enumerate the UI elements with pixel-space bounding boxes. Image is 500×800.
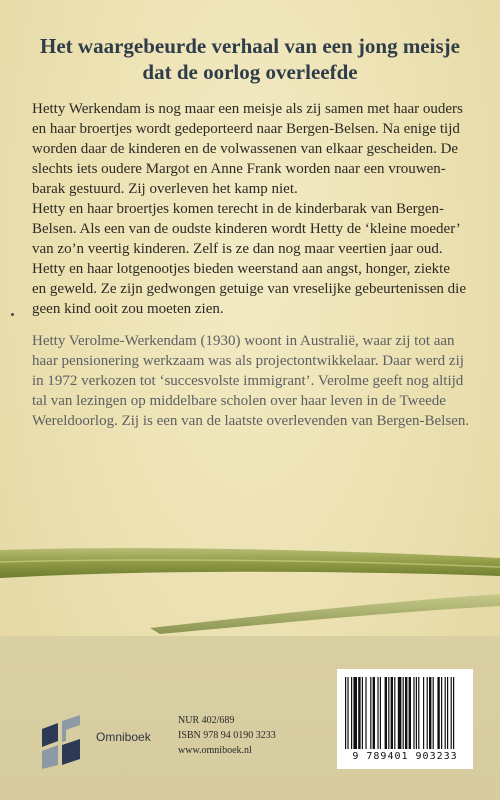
blurb-line: slechts iets oudere Margot en Anne Frank worden naar een vrouwen- xyxy=(32,161,446,177)
barcode-bar xyxy=(380,677,381,749)
barcode-bar xyxy=(358,677,360,749)
barcode-bars xyxy=(343,677,467,749)
blurb-line: worden daar de kinderen en de volwassenen van elkaar gescheiden. De xyxy=(32,141,459,157)
barcode-bar xyxy=(347,677,348,749)
bio-line: haar pensionering werkzaam was als projectontwikkelaar. Daar werd zij xyxy=(32,353,464,369)
barcode-bar xyxy=(351,677,352,749)
barcode-bar xyxy=(427,677,428,749)
blurb-line: Hetty Werkendam is nog maar een meisje als zij samen met haar ouders xyxy=(32,101,463,117)
barcode-bar xyxy=(362,677,363,749)
blurb-line: Hetty en haar lotgenootjes bieden weerstand aan angst, honger, ziekte xyxy=(32,261,450,277)
barcode-bar xyxy=(398,677,402,749)
barcode-bar xyxy=(373,677,375,749)
blurb-line: en geweld. Ze zijn gedwongen getuige van vreselijke gebeurtenissen die xyxy=(32,281,467,297)
barcode-bar xyxy=(437,677,439,749)
cover-tagline xyxy=(20,33,480,85)
barcode-bar xyxy=(413,677,414,749)
bio-line: Wereldoorlog. Zij is een van de laatste overlevenden van Bergen-Belsen. xyxy=(32,413,470,429)
print-speck xyxy=(11,313,14,316)
barcode-bar xyxy=(385,677,387,749)
bio-line: Hetty Verolme-Werkendam (1930) woont in Australië, waar zij tot aan xyxy=(32,333,455,349)
blurb-line: Belsen. Als een van de oudste kinderen wordt Hetty de ‘kleine moeder’ xyxy=(32,221,461,237)
bio-line: tal van lezingen op middelbare scholen over haar leven in de Tweede xyxy=(32,393,446,409)
barcode-bar xyxy=(409,677,411,749)
barcode-bar xyxy=(345,677,346,749)
barcode-bar xyxy=(405,677,407,749)
barcode-bar xyxy=(394,677,395,749)
blurb-line: Hetty en haar broertjes komen terecht in de kinderbarak van Bergen- xyxy=(32,201,445,217)
blurb-text xyxy=(32,99,484,319)
grass-blade-illustration xyxy=(0,520,500,640)
barcode-bar xyxy=(388,677,389,749)
tagline-line: Het waargebeurde verhaal van een jong meisje xyxy=(40,34,460,58)
barcode-bar xyxy=(429,677,431,749)
barcode-number: 9 789401 903233 xyxy=(352,751,458,762)
barcode-bar xyxy=(377,677,378,749)
blurb-line: van zo’n veertig kinderen. Zelf is ze dan nog maar veertien jaar oud. xyxy=(32,241,443,257)
barcode-bar xyxy=(370,677,371,749)
isbn: ISBN 978 94 0190 3233 xyxy=(178,730,276,741)
publisher-website[interactable]: www.omniboek.nl xyxy=(178,745,252,756)
barcode-bar xyxy=(447,677,448,749)
barcode-bar xyxy=(433,677,434,749)
grass-blade-lower xyxy=(150,594,500,634)
barcode-bar xyxy=(453,677,454,749)
blurb-line: en haar broertjes wordt gedeporteerd naar Bergen-Belsen. Na enige tijd xyxy=(32,121,460,137)
barcode-bar xyxy=(416,677,417,749)
grass-blade-upper xyxy=(0,548,500,578)
blurb-line: geen kind ooit zou moeten zien. xyxy=(32,301,224,317)
omniboek-logo-icon xyxy=(36,713,92,769)
barcode-bar xyxy=(441,677,442,749)
barcode-bar xyxy=(365,677,366,749)
barcode-bar xyxy=(451,677,452,749)
nur-code: NUR 402/689 xyxy=(178,715,235,726)
isbn-barcode xyxy=(337,669,473,769)
barcode-bar xyxy=(391,677,393,749)
tagline-line: dat de oorlog overleefde xyxy=(142,60,358,84)
publication-info xyxy=(178,713,276,758)
bio-line: in 1972 verkozen tot ‘succesvolste immigrant’. Verolme geeft nog altijd xyxy=(32,373,464,389)
publisher-name: Omniboek xyxy=(96,730,151,744)
blurb-line: barak gestuurd. Zij overleven het kamp niet. xyxy=(32,181,298,197)
barcode-bar xyxy=(403,677,404,749)
barcode-bar xyxy=(353,677,357,749)
barcode-bar xyxy=(445,677,446,749)
barcode-bar xyxy=(423,677,424,749)
barcode-bar xyxy=(418,677,419,749)
author-bio xyxy=(32,331,484,431)
